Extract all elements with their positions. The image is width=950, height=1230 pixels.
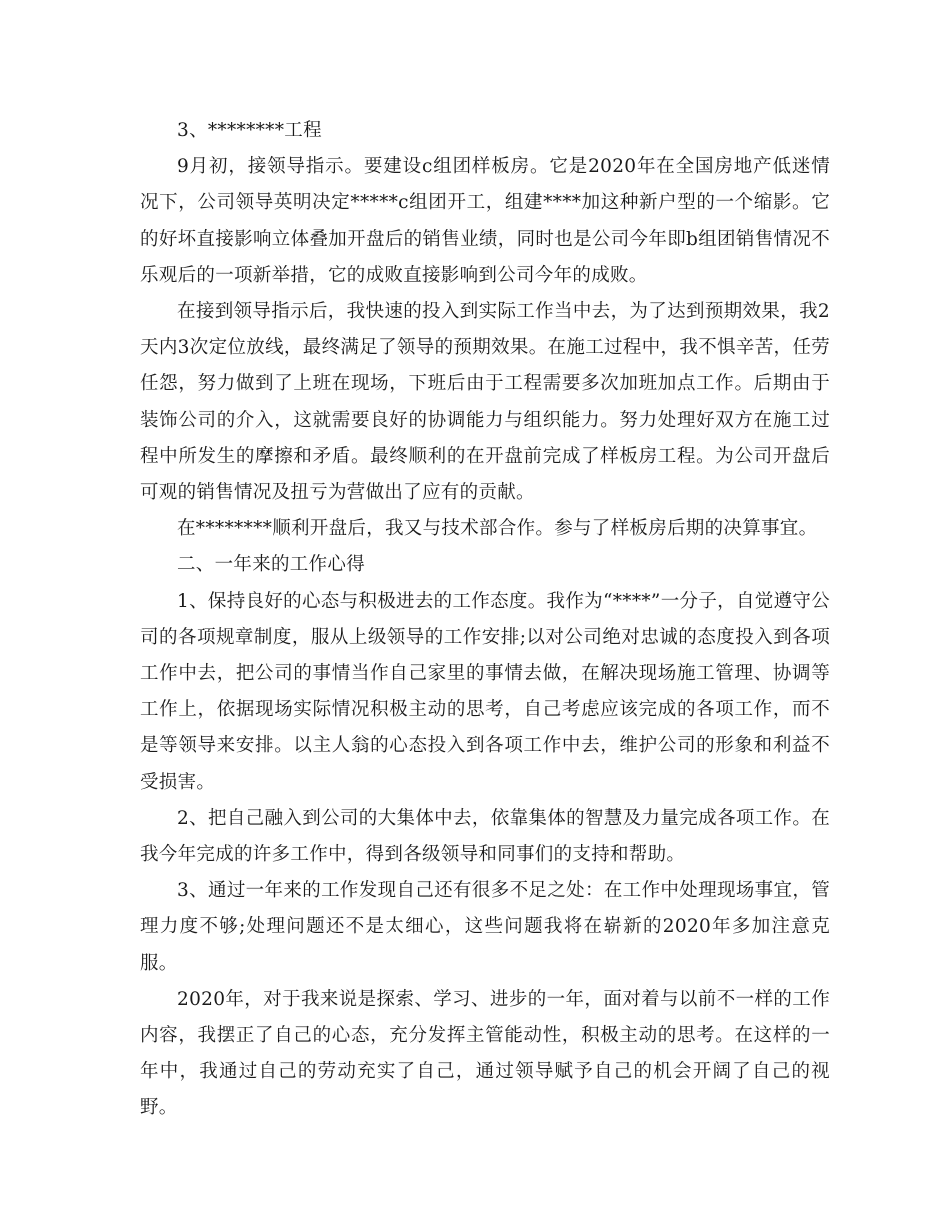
paragraph-experience-3: 3、通过一年来的工作发现自己还有很多不足之处：在工作中处理现场事宜，管理力度不够;处理问题还不是太细心，这些问题我将在崭新的2020年多加注意克服。 <box>140 880 830 974</box>
section-heading-work-experience: 二、一年来的工作心得 <box>177 554 366 576</box>
paragraph-experience-1: 1、保持良好的心态与积极进去的工作态度。我作为“****”一分子，自觉遵守公司的各项规章制度，服从上级领导的工作安排;以对公司绝对忠诚的态度投入到各项工作中去，把公司的事情当作自己家里的事情去做，在解决现场施工管理、协调等工作上，依据现场实际情况积极主动的思考，自己考虑应该完成的各项工作，而不是等领导来安排。以主人翁的心态投入到各项工作中去，维护公司的形象和利益不受损害。 <box>140 590 830 793</box>
section-heading-project-3: 3、********工程 <box>177 120 322 141</box>
paragraph-september-showroom: 9月初，接领导指示。要建设c组团样板房。它是2020年在全国房地产低迷情况下，公司领导英明决定*****c组团开工，组建****加这种新户型的一个缩影。它的好坏直接影响立体叠加开盘后的销售业绩，同时也是公司今年即b组团销售情况不乐观后的一项新举措，它的成败直接影响到公司今年的成败。 <box>140 156 830 286</box>
paragraph-experience-2: 2、把自己融入到公司的大集体中去，依靠集体的智慧及力量完成各项工作。在我今年完成的许多工作中，得到各级领导和同事们的支持和帮助。 <box>140 807 830 866</box>
paragraph-after-instruction: 在接到领导指示后，我快速的投入到实际工作当中去，为了达到预期效果，我2天内3次定位放线，最终满足了领导的预期效果。在施工过程中，我不惧辛苦，任劳任怨，努力做到了上班在现场，下班后由于工程需要多次加班加点工作。后期由于装饰公司的介入，这就需要良好的协调能力与组织能力。努力处理好双方在施工过程中所发生的摩擦和矛盾。最终顺利的在开盘前完成了样板房工程。为公司开盘后可观的销售情况及扭亏为营做出了应有的贡献。 <box>140 301 830 504</box>
paragraph-summary-2020: 2020年，对于我来说是探索、学习、进步的一年，面对着与以前不一样的工作内容，我摆正了自己的心态，充分发挥主管能动性，积极主动的思考。在这样的一年中，我通过自己的劳动充实了自己，通过领导赋予自己的机会开阔了自己的视野。 <box>140 988 830 1119</box>
paragraph-after-opening: 在********顺利开盘后，我又与技术部合作。参与了样板房后期的决算事宜。 <box>177 518 818 540</box>
document-body <box>140 113 830 1127</box>
